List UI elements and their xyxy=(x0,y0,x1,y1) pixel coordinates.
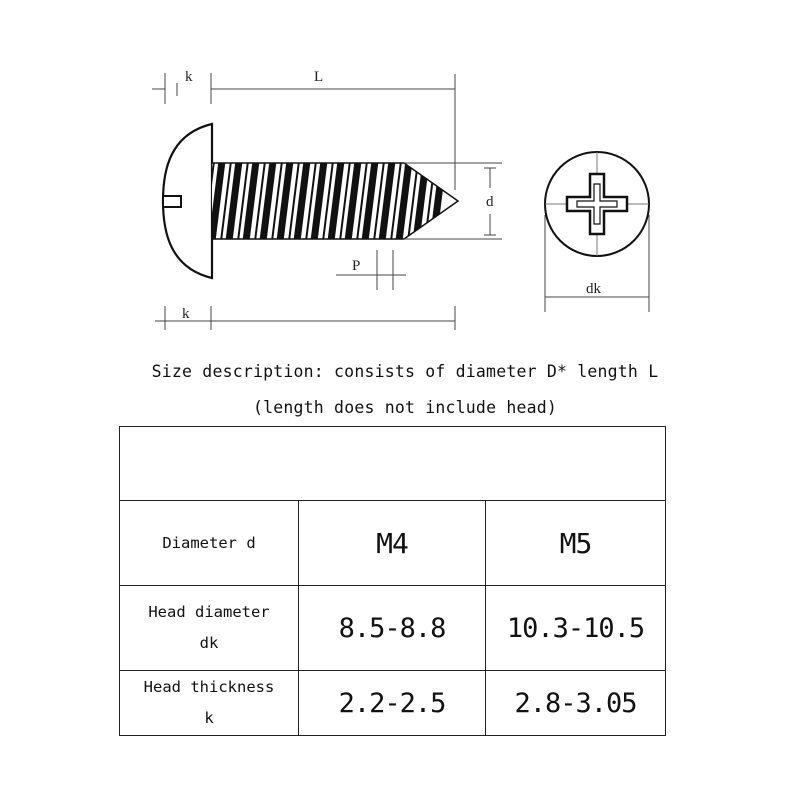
dimension-k-top xyxy=(152,73,216,104)
phillips-cross-icon xyxy=(567,174,627,234)
table-row xyxy=(120,586,666,671)
label-P: P xyxy=(352,258,361,274)
length-note-caption: (length does not include head) xyxy=(252,398,557,417)
label-L: L xyxy=(314,69,324,85)
value-m5-size: M5 xyxy=(559,526,592,560)
row-label-text: Diameter d xyxy=(162,533,256,552)
table-row xyxy=(120,501,666,586)
table-row xyxy=(120,671,666,736)
dimension-P xyxy=(336,250,406,290)
row-label-symbol: k xyxy=(204,709,214,727)
row-label-text: Head diameter xyxy=(148,603,270,621)
row-label-text: Head thickness xyxy=(143,678,275,696)
value-m4-size: M4 xyxy=(376,526,408,560)
label-k-bottom: k xyxy=(182,306,190,322)
row-label-head-thickness xyxy=(120,671,299,736)
value-m5-head-thickness: 2.8-3.05 xyxy=(514,687,637,719)
cell-m5 xyxy=(486,671,666,736)
size-spec-table xyxy=(119,426,666,736)
table-header-row xyxy=(120,427,666,501)
screw-side-view xyxy=(163,124,462,278)
screw-technical-drawing xyxy=(0,0,800,340)
screw-top-view xyxy=(535,135,660,272)
label-dk: dk xyxy=(586,281,601,297)
cell-m4 xyxy=(299,671,486,736)
size-description-caption: Size description: consists of diameter D* length L xyxy=(151,362,659,381)
cell-m4 xyxy=(299,501,486,586)
value-m5-head-diameter: 10.3-10.5 xyxy=(506,612,645,644)
threaded-shank xyxy=(204,161,462,241)
table-header-cell xyxy=(120,427,666,501)
row-label-diameter xyxy=(120,501,299,586)
head-slot xyxy=(163,196,181,207)
cell-m5 xyxy=(486,586,666,671)
dimension-k-bottom xyxy=(155,306,455,330)
label-d: d xyxy=(486,194,494,210)
label-k-top: k xyxy=(185,69,193,85)
row-label-head-diameter xyxy=(120,586,299,671)
row-label-symbol: dk xyxy=(199,634,219,652)
cell-m4 xyxy=(299,586,486,671)
value-m4-head-thickness: 2.2-2.5 xyxy=(338,687,446,719)
cell-m5 xyxy=(486,501,666,586)
value-m4-head-diameter: 8.5-8.8 xyxy=(338,612,446,644)
